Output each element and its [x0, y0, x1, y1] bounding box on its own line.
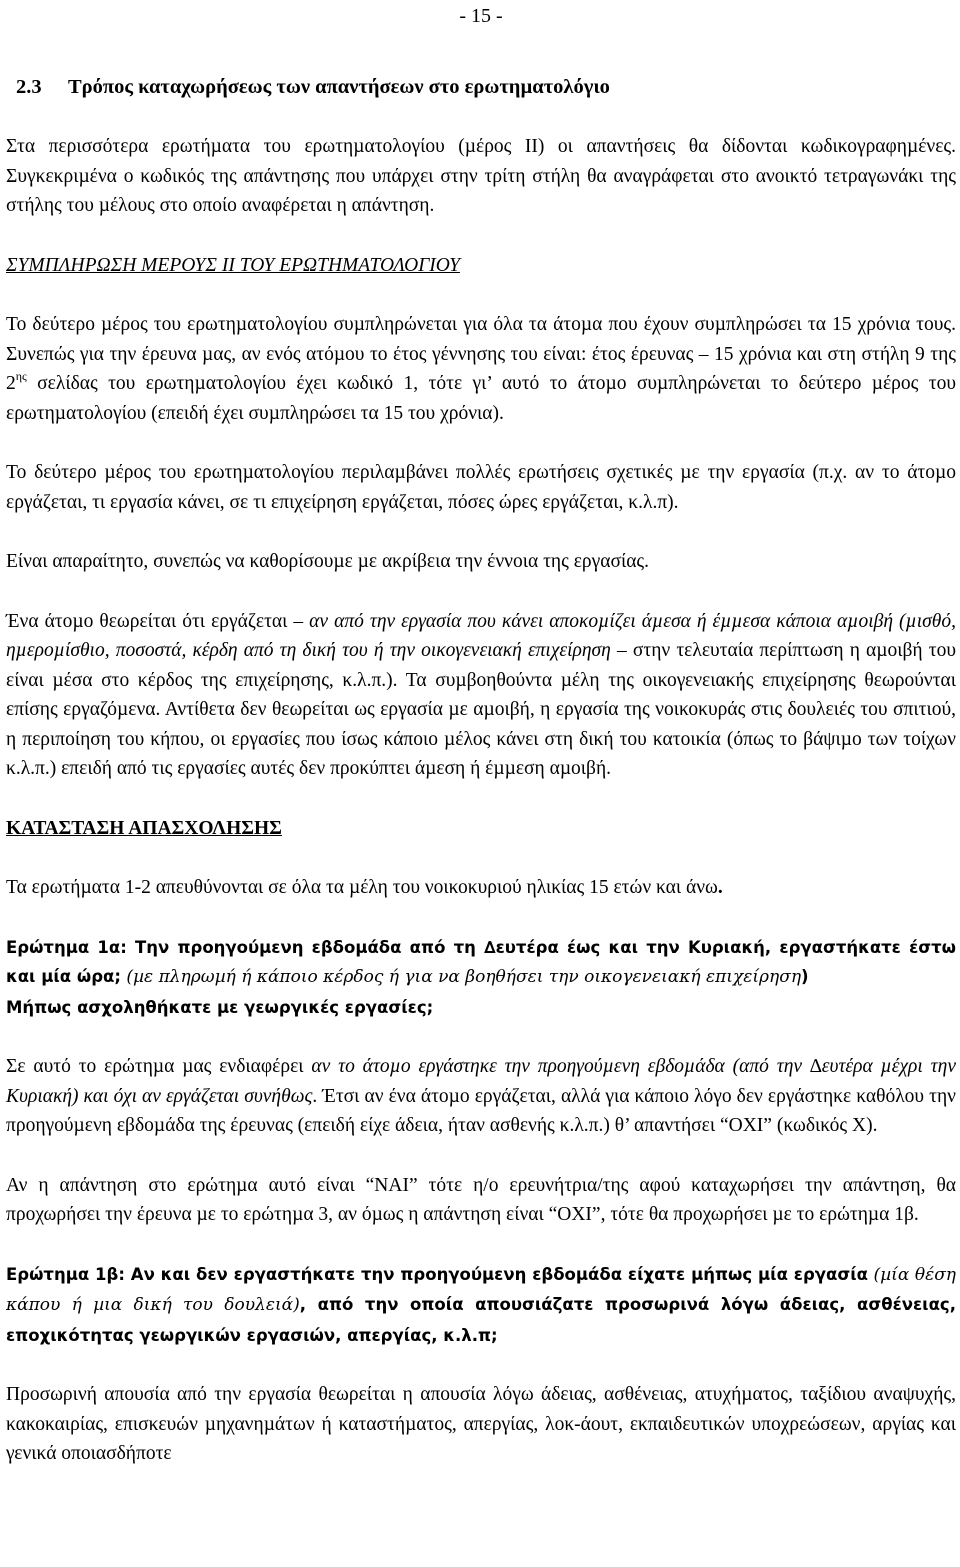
intro-paragraph: Στα περισσότερα ερωτήµατα του ερωτηµατολογίου (µέρος ΙΙ) οι απαντήσεις θα δίδονται κωδικογραφηµένες. Συγκεκριµένα ο κωδικός της απάντησης που υπάρχει στην τρίτη στήλη θα αναγράφεται στο ανοικτό τετραγωνάκι της στήλης του µέλους στο οποίο αναφέρεται η απάντηση. — [6, 136, 956, 216]
document-page — [6, 0, 956, 1469]
part2-p1-text-b: σελίδας του ερωτηµατολογίου έχει κωδικό 1, τότε γι’ αυτό το άτοµο συµπληρώνεται το δεύτερο µέρος του ερωτηµατολογίου (επειδή έχει συµπληρώσει τα 15 του χρόνια). — [6, 373, 956, 424]
work-def-text-b: – στην τελευταία περίπτωση η αµοιβή του είναι µέσα στο κέρδος της επιχείρησης, κ.λ.π.). Τα συµβοηθούντα µέλη της οικογενειακής επιχείρησης θεωρούνται επίσης εργαζόµενα. Αντίθετα δεν θεωρείται ως εργασία µε αµοιβή, η εργασία της νοικοκυράς στις δουλειές του σπιτιού, η περιποίηση του κήπου, οι εργασίες που ίσως κάποιο µέλος κάνει στη δική του κατοικία (όπως το βάψιµο των τοίχων κ.λ.π.) επειδή από τις εργασίες αυτές δεν προκύπτει άµεση ή έµµεση αµοιβή. — [6, 640, 956, 779]
page-number: - 15 - — [459, 5, 503, 27]
work-def-italic: αν από την εργασία που κάνει αποκοµίζει άµεσα ή έµµεσα κάποια αµοιβή (µισθό, ηµεροµίσθιο, ποσοστά, κέρδη από τη δική του ή την οικογενειακή επιχείρηση — [6, 610, 956, 661]
question-1a — [6, 933, 956, 1023]
q1a-bold-1: Ερώτηµα 1α: Την προηγούµενη εβδοµάδα από τη ∆ευτέρα έως και την Κυριακή, εργαστήκατε έστω και µία ώρα; — [6, 937, 956, 986]
question-1b — [6, 1260, 956, 1351]
q1a-bold-2: ) — [801, 967, 809, 986]
q1a-expl-text-b: . Έτσι αν ένα άτοµο εργάζεται, αλλά για κάποιο λόγο δεν εργάστηκε καθόλου την προηγούµενη εβδοµάδα της έρευνας (επειδή είχε άδεια, ήταν ασθενής κ.λ.π.) θ’ απαντήσει “ΟΧΙ” (κωδικός Χ). — [6, 1085, 956, 1136]
employment-intro-text: Τα ερωτήµατα 1-2 απευθύνονται σε όλα τα µέλη του νοικοκυριού ηλικίας 15 ετών και άνω — [6, 877, 718, 898]
q1b-bold-2: , από την οποία απουσιάζατε προσωρινά λόγω άδειας, ασθένειας, εποχικότητας γεωργικών εργασιών, απεργίας, κ.λ.π; — [6, 1295, 956, 1345]
q1b-explanation: Προσωρινή απουσία από την εργασία θεωρείται η απουσία λόγω άδειας, ασθένειας, ατυχήµατος, ταξίδιου αναψυχής, κακοκαιρίας, επισκευών µηχανηµάτων ή καταστήµατος, απεργίας, λοκ-άουτ, εκπαιδευτικών υποχρεώσεων, αργίας και γενικά οποιασδήποτε — [6, 1384, 956, 1464]
section-title: Τρόπος καταχωρήσεως των απαντήσεων στο ερωτηµατολόγιο — [68, 76, 610, 98]
section-heading — [6, 72, 956, 102]
part2-paragraph-3: Είναι απαραίτητο, συνεπώς να καθορίσουµε µε ακρίβεια την έννοια της εργασίας. — [6, 551, 650, 572]
ordinal-suffix: ης — [15, 369, 27, 383]
part2-heading: ΣΥΜΠΛΗΡΩΣΗ ΜΕΡΟΥΣ ΙΙ ΤΟΥ ΕΡΩΤΗΜΑΤΟΛΟΓΙΟΥ — [6, 254, 460, 276]
part2-paragraph-2: Το δεύτερο µέρος του ερωτηµατολογίου περιλαµβάνει πολλές ερωτήσεις σχετικές µε την εργασία (π.χ. αν το άτοµο εργάζεται, τι εργασία κάνει, σε τι επιχείρηση εργάζεται, πόσες ώρες εργάζεται, κ.λ.π). — [6, 462, 956, 513]
work-definition-paragraph — [6, 607, 956, 784]
part2-p1-text-a: Το δεύτερο µέρος του ερωτηµατολογίου συµπληρώνεται για όλα τα άτοµα που έχουν συµπληρώσει τα 15 χρόνια τους. Συνεπώς για την έρευνα µας, αν ενός ατόµου το έτος γέννησης του είναι: έτος έρευνας – 15 χρόνια και στη στήλη 9 της 2 — [6, 314, 956, 394]
q1b-italic: (µία θέση κάπου ή µια δική του δουλειά) — [6, 1264, 956, 1315]
q1a-explanation-2: Αν η απάντηση στο ερώτηµα αυτό είναι “ΝΑΙ” τότε η/ο ερευνήτρια/της αφού καταχωρήσει την απάντηση, θα προχωρήσει την έρευνα µε το ερώτηµα 3, αν όµως η απάντηση είναι “ΟΧΙ”, τότε θα προχωρήσει µε το ερώτηµα 1β. — [6, 1174, 956, 1225]
q1a-explanation-1 — [6, 1052, 956, 1141]
q1b-bold-1: Ερώτηµα 1β: Αν και δεν εργαστήκατε την προηγούµενη εβδοµάδα είχατε µήπως µία εργασία — [6, 1264, 868, 1284]
employment-intro — [6, 873, 956, 903]
q1a-expl-text-a: Σε αυτό το ερώτηµα µας ενδιαφέρει — [6, 1056, 312, 1077]
q1a-italic: (µε πληρωµή ή κάποιο κέρδος ή για να βοηθήσει την οικογενειακή επιχείρηση — [120, 967, 802, 987]
q1a-bold-3: Μήπως ασχοληθήκατε µε γεωργικές εργασίες; — [6, 997, 434, 1017]
section-number: 2.3 — [16, 76, 42, 98]
part2-paragraph-1 — [6, 310, 956, 428]
employment-intro-dot: . — [717, 877, 723, 898]
work-def-text-a: Ένα άτοµο θεωρείται ότι εργάζεται – — [6, 610, 310, 632]
q1a-expl-italic: αν το άτοµο εργάστηκε την προηγούµενη εβδοµάδα (από την ∆ευτέρα µέχρι την Κυριακή) και όχι αν εργάζεται συνήθως — [6, 1056, 956, 1107]
employment-heading: ΚΑΤΑΣΤΑΣΗ ΑΠΑΣΧΟΛΗΣΗΣ — [6, 817, 282, 839]
